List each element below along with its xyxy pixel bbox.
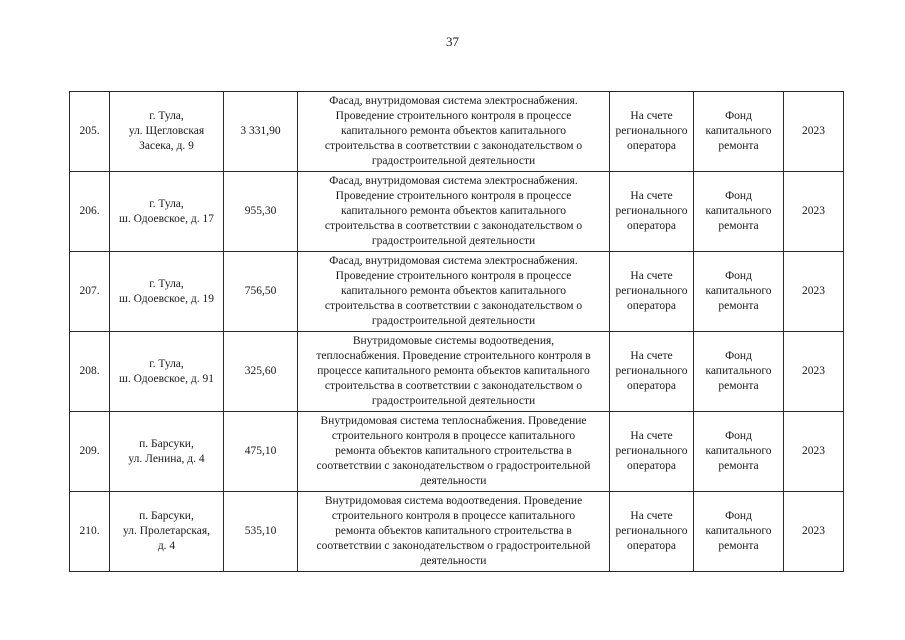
work-line: Проведение строительного контроля в процессе [335, 110, 572, 122]
work-line: строительства в соответствии с законодательством о [324, 380, 583, 392]
address-cell [110, 172, 224, 252]
source-line: ремонта [718, 140, 759, 152]
owner-line: На счете [630, 110, 673, 122]
source-line: ремонта [718, 540, 759, 552]
funding-source-cell [694, 412, 784, 492]
page-number: 37 [446, 34, 459, 49]
address-line: г. Тула, [149, 110, 184, 122]
address-line: ш. Одоевское, д. 91 [119, 372, 214, 385]
table-row [70, 92, 844, 172]
address-line: Засека, д. 9 [139, 140, 194, 152]
work-line: градостроительной деятельности [371, 315, 536, 327]
address-cell [110, 492, 224, 572]
work-line: Проведение строительного контроля в процессе [335, 270, 572, 282]
account-owner-cell [610, 252, 694, 332]
owner-line: оператора [626, 140, 677, 152]
source-line: капитального [705, 525, 772, 537]
work-description-cell [298, 332, 610, 412]
funding-source-cell [694, 172, 784, 252]
account-owner-cell [610, 172, 694, 252]
account-owner-cell [610, 412, 694, 492]
source-line: капитального [705, 285, 772, 297]
account-owner-cell [610, 92, 694, 172]
source-line: ремонта [718, 380, 759, 392]
area-cell: 955,30 [224, 172, 298, 252]
work-line: градостроительной деятельности [371, 235, 536, 247]
year-cell: 2023 [784, 492, 844, 572]
work-line: теплоснабжения. Проведение строительного контроля в [316, 350, 591, 362]
area-cell: 3 331,90 [224, 92, 298, 172]
source-line: Фонд [725, 190, 752, 202]
row-number-cell: 210. [70, 492, 110, 572]
work-description-cell [298, 172, 610, 252]
address-cell [110, 412, 224, 492]
address-line: ул. Ленина, д. 4 [128, 452, 205, 465]
address-line: ул. Щегловская [128, 125, 205, 137]
work-line: Фасад, внутридомовая система электроснабжения. [329, 255, 578, 267]
row-number-cell: 208. [70, 332, 110, 412]
area-cell: 475,10 [224, 412, 298, 492]
owner-line: На счете [630, 190, 673, 202]
source-line: ремонта [718, 460, 759, 472]
address-line: д. 4 [157, 540, 176, 552]
work-line: Фасад, внутридомовая система электроснабжения. [329, 175, 578, 187]
work-line: капитального ремонта объектов капитального [340, 285, 566, 297]
owner-line: оператора [626, 220, 677, 232]
work-description-cell [298, 92, 610, 172]
address-line: г. Тула, [149, 357, 184, 370]
owner-line: регионального [615, 285, 688, 297]
address-line: ш. Одоевское, д. 17 [119, 212, 214, 225]
row-number-cell: 209. [70, 412, 110, 492]
funding-source-cell [694, 332, 784, 412]
address-line: г. Тула, [149, 277, 184, 290]
work-line: градостроительной деятельности [371, 155, 536, 167]
owner-line: регионального [615, 125, 688, 137]
address-line: ул. Пролетарская, [122, 525, 211, 537]
source-line: капитального [705, 125, 772, 137]
year-cell: 2023 [784, 252, 844, 332]
funding-source-cell [694, 92, 784, 172]
work-line: ремонта объектов капитального строительства в [335, 525, 572, 537]
table-row [70, 252, 844, 332]
address-cell [110, 332, 224, 412]
owner-line: оператора [626, 300, 677, 312]
work-line: ремонта объектов капитального строительства в [335, 445, 572, 457]
source-line: Фонд [725, 270, 752, 282]
row-number-cell: 207. [70, 252, 110, 332]
work-line: Фасад, внутридомовая система электроснабжения. [329, 95, 578, 107]
source-line: Фонд [725, 110, 752, 122]
funding-source-cell [694, 492, 784, 572]
address-line: г. Тула, [149, 197, 184, 210]
work-line: соответствии с законодательством о градостроительной [316, 540, 591, 552]
work-line: капитального ремонта объектов капитального [340, 205, 566, 217]
year-cell: 2023 [784, 172, 844, 252]
year-cell: 2023 [784, 412, 844, 492]
owner-line: регионального [615, 205, 688, 217]
funding-source-cell [694, 252, 784, 332]
owner-line: оператора [626, 540, 677, 552]
owner-line: На счете [630, 270, 673, 282]
work-line: Проведение строительного контроля в процессе [335, 190, 572, 202]
owner-line: оператора [626, 380, 677, 392]
work-line: градостроительной деятельности [371, 395, 536, 407]
table-row [70, 332, 844, 412]
row-number-cell: 206. [70, 172, 110, 252]
area-cell: 535,10 [224, 492, 298, 572]
work-description-cell [298, 412, 610, 492]
work-line: деятельности [420, 555, 487, 567]
source-line: Фонд [725, 350, 752, 362]
account-owner-cell [610, 492, 694, 572]
owner-line: регионального [615, 525, 688, 537]
address-line: п. Барсуки, [139, 510, 194, 522]
work-line: Внутридомовая система теплоснабжения. Проведение [320, 415, 587, 427]
table-row [70, 492, 844, 572]
address-cell [110, 92, 224, 172]
area-cell: 325,60 [224, 332, 298, 412]
owner-line: На счете [630, 430, 673, 442]
source-line: ремонта [718, 220, 759, 232]
owner-line: оператора [626, 460, 677, 472]
address-line: п. Барсуки, [139, 437, 194, 450]
table-body [70, 92, 844, 572]
work-line: строительства в соответствии с законодательством о [324, 220, 583, 232]
owner-line: На счете [630, 510, 673, 522]
repair-program-table [69, 91, 844, 572]
work-line: деятельности [420, 475, 487, 487]
table-row [70, 172, 844, 252]
area-cell: 756,50 [224, 252, 298, 332]
work-line: процессе капитального ремонта объектов капитального [317, 365, 590, 377]
work-description-cell [298, 252, 610, 332]
address-line: ш. Одоевское, д. 19 [119, 292, 214, 305]
work-description-cell [298, 492, 610, 572]
source-line: капитального [705, 445, 772, 457]
year-cell: 2023 [784, 332, 844, 412]
work-line: капитального ремонта объектов капитального [340, 125, 566, 137]
work-line: Внутридомовая система водоотведения. Проведение [324, 495, 583, 507]
source-line: Фонд [725, 430, 752, 442]
address-cell [110, 252, 224, 332]
table-row [70, 412, 844, 492]
work-line: соответствии с законодательством о градостроительной [316, 460, 591, 472]
work-line: Внутридомовые системы водоотведения, [352, 335, 555, 347]
owner-line: регионального [615, 365, 688, 377]
source-line: капитального [705, 365, 772, 377]
source-line: Фонд [725, 510, 752, 522]
work-line: строительного контроля в процессе капитального [331, 510, 576, 522]
year-cell: 2023 [784, 92, 844, 172]
account-owner-cell [610, 332, 694, 412]
work-line: строительства в соответствии с законодательством о [324, 300, 583, 312]
owner-line: На счете [630, 350, 673, 362]
source-line: капитального [705, 205, 772, 217]
row-number-cell: 205. [70, 92, 110, 172]
owner-line: регионального [615, 445, 688, 457]
work-line: строительного контроля в процессе капитального [331, 430, 576, 442]
work-line: строительства в соответствии с законодательством о [324, 140, 583, 152]
source-line: ремонта [718, 300, 759, 312]
